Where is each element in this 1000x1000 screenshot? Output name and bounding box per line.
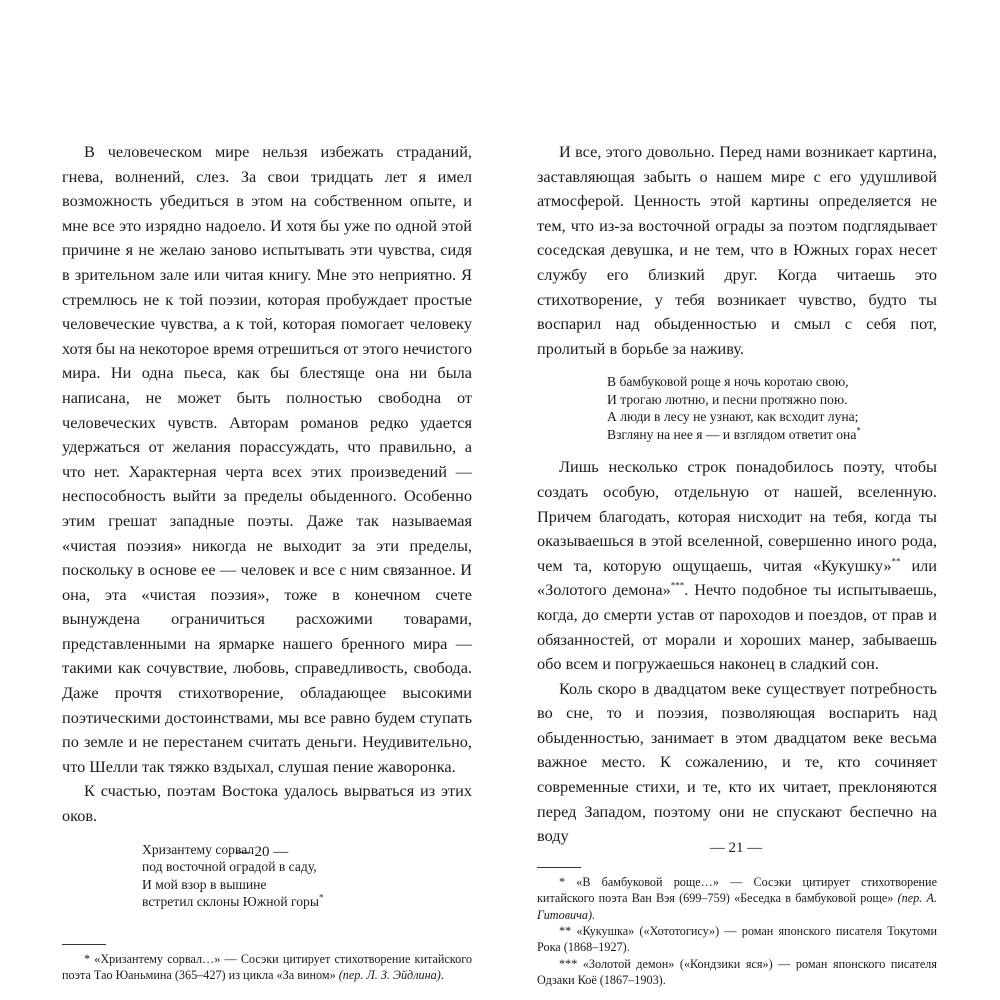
footnote: ** «Кукушка» («Хототогису») — роман японского писателя Токутоми Рока (1868–1927). bbox=[537, 924, 937, 955]
footnote-mark: *** bbox=[670, 580, 685, 591]
body-paragraph: Коль скоро в двадцатом веке существует потребность во сне, то и поэзия, позволяющая воспарить над обыденностью, занимает в этом двадцатом веке весьма важное место. К сожалению, и те, кто сочиняет современные стихи, и те, кто их читает, преклоняются перед Западом, поэтому они не спускают беспечно на воду bbox=[537, 678, 937, 846]
verse-line: В бамбуковой роще я ночь коротаю свою, bbox=[607, 374, 849, 390]
footnote-mark: * bbox=[318, 892, 324, 903]
body-paragraph: Лишь несколько строк понадобилось поэту, чтобы создать особую, отдельную от нашей, вселенную. Причем благодать, которая нисходит на тебя, когда ты оказываешься в этой вселенной, совершенно иного рода, чем та, которую ощущаешь, читая «Кукушку»** или «Золотого демона»***. Нечто подобное ты испытываешь, когда, до смерти устав от пароходов и поездов, от прав и обязанностей, от морали и хороших манер, забываешь обо всем и погружаешься наконец в сладкий сон. bbox=[537, 457, 938, 674]
footnote-mark: * bbox=[856, 425, 861, 436]
verse-line: А люди в лесу не узнают, как всходит луна; bbox=[607, 409, 859, 425]
verse-line: И трогаю лютню, и песни протяжно пою. bbox=[607, 391, 848, 407]
footnote-mark: ** bbox=[891, 556, 901, 567]
verse-line: Хризантему сорвал bbox=[142, 841, 255, 857]
footnote: * «Хризантему сорвал…» — Сосэки цитирует стихотворение китайского поэта Тао Юаньмина (365–427) из цикла «За вином» (пер. Л. З. Эйдлина). bbox=[62, 951, 472, 983]
verse-line: встретил склоны Южной горы* bbox=[142, 892, 324, 910]
verse-line: И мой взор в вышине bbox=[142, 876, 267, 892]
body-paragraph: И все, этого довольно. Перед нами возникает картина, заставляющая забыть о нашем мире с его удушливой атмосферой. Ценность этой картины определяется не тем, что из-за восточной ограды за поэтом подглядывает соседская девушка, и не тем, что в Южных горах несет службу его близкий друг. Когда читаешь это стихотворение, у тебя возникает чувство, будто ты воспарил над обыденностью и смыл с себя пот, пролитый в борьбе за наживу. bbox=[537, 142, 937, 358]
page-number: — 20 — bbox=[235, 844, 289, 860]
verse-line: под восточной оградой в саду, bbox=[142, 859, 317, 875]
verse-line: Взгляну на нее я — и взглядом ответит она* bbox=[607, 425, 861, 442]
footnote-rule bbox=[537, 867, 581, 868]
verse-block bbox=[537, 373, 937, 443]
footnote-rule bbox=[62, 944, 106, 945]
body-paragraph: К счастью, поэтам Востока удалось вырваться из этих оков. bbox=[62, 781, 472, 826]
body-paragraph: В человеческом мире нельзя избежать страданий, гнева, волнений, слез. За свои тридцать лет я имел возможность убедиться в этом на собственном опыте, и мне все это изрядно надоело. И хотя бы уже по одной этой причине я не желаю заново испытывать эти чувства, сидя в зрительном зале или читая книгу. Мне это неприятно. Я стремлюсь не к той поэзии, которая пробуждает простые человеческие чувства, а к той, которая помогает человеку хотя бы на некоторое время отрешиться от этого нечистого мира. Ни одна пьеса, как бы блестяще она ни была написана, не может быть полностью свободна от человеческих чувств. Авторам романов редко удается удержаться от желания порассуждать, что правильно, а что нет. Характерная черта всех этих произведений — неспособность выйти за пределы обыденного. Особенно этим грешат западные поэты. Даже так называемая «чистая поэзия» никогда не выходит за эти пределы, поскольку в основе ее — человек и все с ним связанное. И она, эта «чистая поэзия», тоже в конечном счете вынуждена ограничиться расхожими товарами, представленными на ярмарке нашего бренного мира — такими как сочувствие, любовь, справедливость, свобода. Даже прочтя стихотворение, обладающее высокими поэтическими достоинствами, мы все равно будем ступать по земле и не перестанем считать деньги. Неудивительно, что Шелли так тяжко вздыхал, слушая пение жаворонка. bbox=[62, 142, 472, 776]
footnote: *** «Золотой демон» («Кондзики яся») — роман японского писателя Одзаки Коё (1867–1903). bbox=[537, 956, 937, 988]
page-number: — 21 — bbox=[709, 840, 763, 856]
footnote: * «В бамбуковой роще…» — Сосэки цитирует стихотворение китайского поэта Ван Вэя (699–759) «Беседка в бамбуковой роще» (пер. А. Гитовича). bbox=[537, 874, 937, 922]
right-page bbox=[537, 140, 937, 989]
